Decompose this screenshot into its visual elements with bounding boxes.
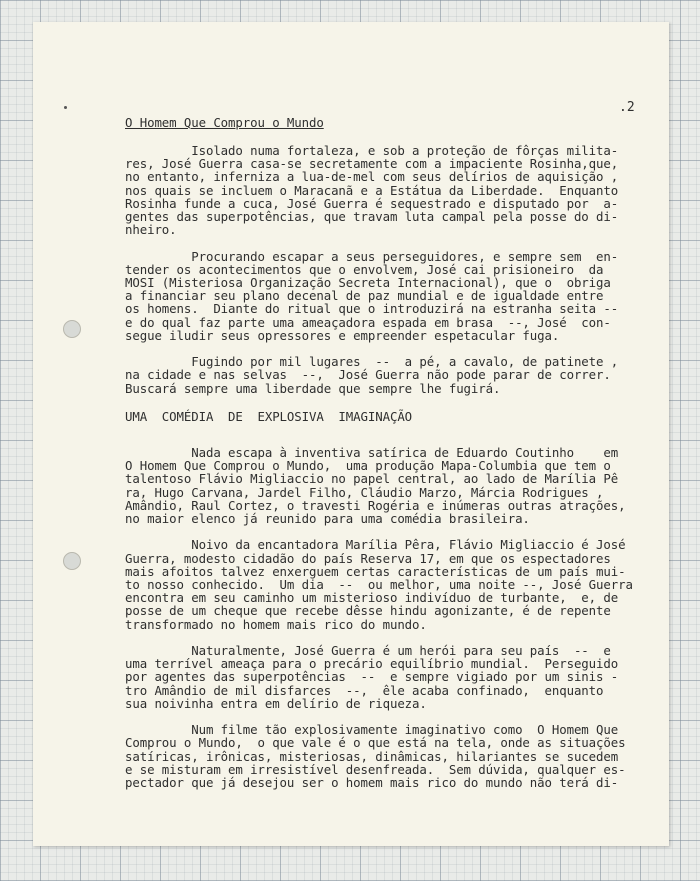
text-line: encontra em seu caminho um misterioso indivíduo de turbante, e, de: [125, 590, 619, 606]
section-1-text: [125, 144, 631, 395]
text-line: tro Amândio de mil disfarces --, êle acaba confinado, enquanto: [125, 682, 604, 698]
text-line: res, José Guerra casa-se secretamente com a impaciente Rosinha,que,: [125, 156, 619, 172]
text-line: posse de um cheque que recebe dêsse hindu agonizante, é de repente: [125, 603, 611, 619]
ink-dot: [64, 106, 67, 109]
text-line: na cidade e nas selvas --, José Guerra não pode parar de correr.: [125, 367, 611, 383]
text-line: MOSI (Misteriosa Organização Secreta Internacional), que o obriga: [125, 275, 611, 291]
text-line: segue iludir seus opressores e empreender espetacular fuga.: [125, 327, 560, 343]
section-2-text: [125, 446, 631, 789]
text-line: ra, Hugo Carvana, Jardel Filho, Cláudio Marzo, Márcia Rodrigues ,: [125, 484, 604, 500]
text-line: no maior elenco já reunido para uma comédia brasileira.: [125, 511, 530, 527]
text-line: Naturalmente, José Guerra é um herói para seu país -- e: [125, 643, 611, 659]
text-line: nos quais se incluem o Maracanã e a Estátua da Liberdade. Enquanto: [125, 182, 619, 198]
document-page: [33, 22, 669, 846]
text-line: os homens. Diante do ritual que o introduzirá na estranha seita --: [125, 301, 619, 317]
text-line: Guerra, modesto cidadão do país Reserva 17, em que os espectadores: [125, 550, 611, 566]
punch-hole-bottom: [63, 552, 81, 570]
text-line: a financiar seu plano decenal de paz mundial e de igualdade entre: [125, 288, 604, 304]
text-line: Nada escapa à inventiva satírica de Eduardo Coutinho em: [125, 445, 619, 460]
page-number: .2: [619, 100, 635, 115]
text-line: no entanto, inferniza a lua-de-mel com seus delírios de aquisição ,: [125, 169, 619, 185]
text-line: Comprou o Mundo, o que vale é o que está na tela, onde as situações: [125, 735, 626, 751]
section-2-heading: UMA COMÉDIA DE EXPLOSIVA IMAGINAÇÃO: [125, 409, 413, 424]
text-line: [125, 236, 631, 249]
text-line: Isolado numa fortaleza, e sob a proteção de fôrças milita-: [125, 143, 619, 158]
text-line: talentoso Flávio Migliaccio no papel central, ao lado de Marília Pê: [125, 471, 619, 487]
text-line: Num filme tão explosivamente imaginativo como O Homem Que: [125, 722, 619, 738]
text-line: Buscará sempre uma liberdade que sempre lhe fugirá.: [125, 380, 501, 396]
text-line: Rosinha funde a cuca, José Guerra é sequestrado e disputado por a-: [125, 195, 619, 211]
text-line: sua noivinha entra em delírio de riqueza.: [125, 695, 427, 711]
text-line: Fugindo por mil lugares -- a pé, a cavalo, de patinete ,: [125, 354, 619, 370]
document-title: O Homem Que Comprou o Mundo: [125, 115, 324, 130]
text-line: satíricas, irônicas, misteriosas, dinâmicas, hilariantes se sucedem: [125, 748, 619, 764]
text-line: e se misturam em irresistível desenfreada. Sem dúvida, qualquer es-: [125, 761, 626, 777]
text-line: Amândio, Raul Cortez, o travesti Rogéria e inúmeras outras atrações,: [125, 497, 626, 513]
text-line: e do qual faz parte uma ameaçadora espada em brasa --, José con-: [125, 314, 611, 330]
text-line: pectador que já desejou ser o homem mais rico do mundo não terá di-: [125, 775, 619, 791]
text-line: transformado no homem mais rico do mundo.: [125, 616, 427, 632]
text-line: tender os acontecimentos que o envolvem, José cai prisioneiro da: [125, 261, 604, 277]
punch-hole-top: [63, 320, 81, 338]
text-line: gentes das superpotências, que travam luta campal pela posse do di-: [125, 209, 619, 225]
text-line: nheiro.: [125, 222, 177, 238]
text-line: uma terrível ameaça para o precário equilíbrio mundial. Perseguido: [125, 656, 619, 672]
text-line: por agentes das superpotências -- e sempre vigiado por um sinis -: [125, 669, 619, 685]
text-line: to nosso conhecido. Um dia -- ou melhor, uma noite --, José Guerra: [125, 577, 633, 593]
text-line: mais afoitos talvez enxerguem certas características de um país mui-: [125, 563, 626, 579]
text-line: Noivo da encantadora Marília Pêra, Flávio Migliaccio é José: [125, 537, 626, 553]
text-line: Procurando escapar a seus perseguidores, e sempre sem en-: [125, 248, 619, 264]
text-line: O Homem Que Comprou o Mundo, uma produção Mapa-Columbia que tem o: [125, 458, 611, 474]
